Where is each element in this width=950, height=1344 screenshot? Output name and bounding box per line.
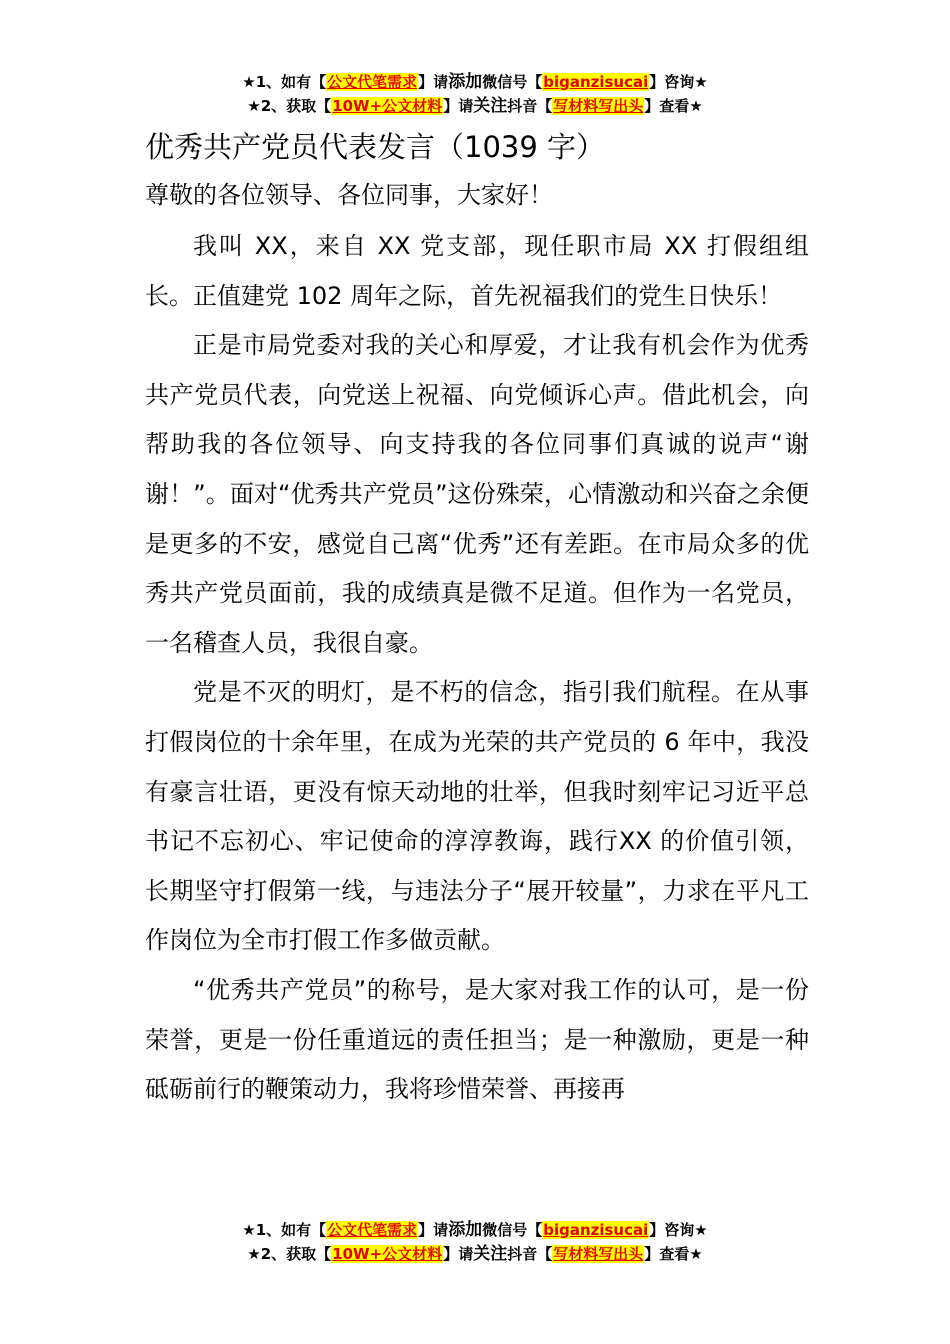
promo-text: 】请 [443,97,474,115]
promo-line-1 [0,1218,950,1242]
greeting: 尊敬的各位领导、各位同事，大家好！ [145,181,553,209]
document-body [145,222,809,1115]
promo-emphasis: 添加 [448,72,483,92]
promo-text: 】查看★ [644,97,703,115]
promo-line-1 [0,70,950,94]
promo-banner-top [0,70,950,118]
promo-banner-bottom [0,1218,950,1266]
paragraph: 正是市局党委对我的关心和厚爱，才让我有机会作为优秀共产党员代表，向党送上祝福、向党倾诉心声。借此机会，向帮助我的各位领导、向支持我的各位同事们真诚的说声“谢谢！”。面对“优秀共产党员”这份殊荣，心情激动和兴奋之余便是更多的不安，感觉自己离“优秀”还有差距。在市局众多的优秀共产党员面前，我的成绩真是微不足道。但作为一名党员，一名稽查人员，我很自豪。 [145,331,809,657]
star-icon: ★ [247,97,261,115]
promo-highlight: 写材料写出头 [553,1245,644,1263]
promo-text: 】请 [443,1245,474,1263]
promo-highlight: biganzisucai [543,1221,649,1239]
star-icon: ★ [242,73,256,91]
promo-text: 】请 [418,73,449,91]
paragraph: 党是不灭的明灯，是不朽的信念，指引我们航程。在从事打假岗位的十余年里，在成为光荣的共产党员的 6 年中，我没有豪言壮语，更没有惊天动地的壮举，但我时刻牢记习近平总书记不忘初心、牢记使命的淳淳教诲，践行XX 的价值引领，长期坚守打假第一线，与违法分子“展开较量”，力求在平凡工作岗位为全市打假工作多做贡献。 [145,678,809,955]
promo-text: 微信号【 [482,1221,543,1239]
promo-text: 2、获取【 [260,97,332,115]
promo-text: 】咨询★ [649,73,708,91]
promo-emphasis: 关注 [473,1244,508,1264]
promo-text: 1、如有【 [255,73,327,91]
promo-line-2 [0,1242,950,1266]
promo-text: 2、获取【 [260,1245,332,1263]
promo-text: 抖音【 [507,1245,553,1263]
star-icon: ★ [242,1221,256,1239]
promo-highlight: 公文代笔需求 [327,73,418,91]
promo-highlight: biganzisucai [543,73,649,91]
promo-text: 】查看★ [644,1245,703,1263]
promo-text: 】咨询★ [649,1221,708,1239]
promo-text: 抖音【 [507,97,553,115]
promo-highlight: 10W+公文材料 [332,97,443,115]
promo-text: 1、如有【 [255,1221,327,1239]
paragraph: 我叫 XX，来自 XX 党支部，现任职市局 XX 打假组组长。正值建党 102 周年之际，首先祝福我们的党生日快乐！ [145,232,809,310]
promo-emphasis: 添加 [448,1220,483,1240]
paragraph: “优秀共产党员”的称号，是大家对我工作的认可，是一份荣誉，更是一份任重道远的责任担当；是一种激励，更是一种砥砺前行的鞭策动力，我将珍惜荣誉、再接再 [145,975,809,1104]
promo-emphasis: 关注 [473,96,508,116]
promo-highlight: 10W+公文材料 [332,1245,443,1263]
promo-text: 】请 [418,1221,449,1239]
promo-highlight: 公文代笔需求 [327,1221,418,1239]
star-icon: ★ [247,1245,261,1263]
promo-line-2 [0,94,950,118]
promo-highlight: 写材料写出头 [553,97,644,115]
promo-text: 微信号【 [482,73,543,91]
document-title: 优秀共产党员代表发言（1039 字） [145,130,606,164]
